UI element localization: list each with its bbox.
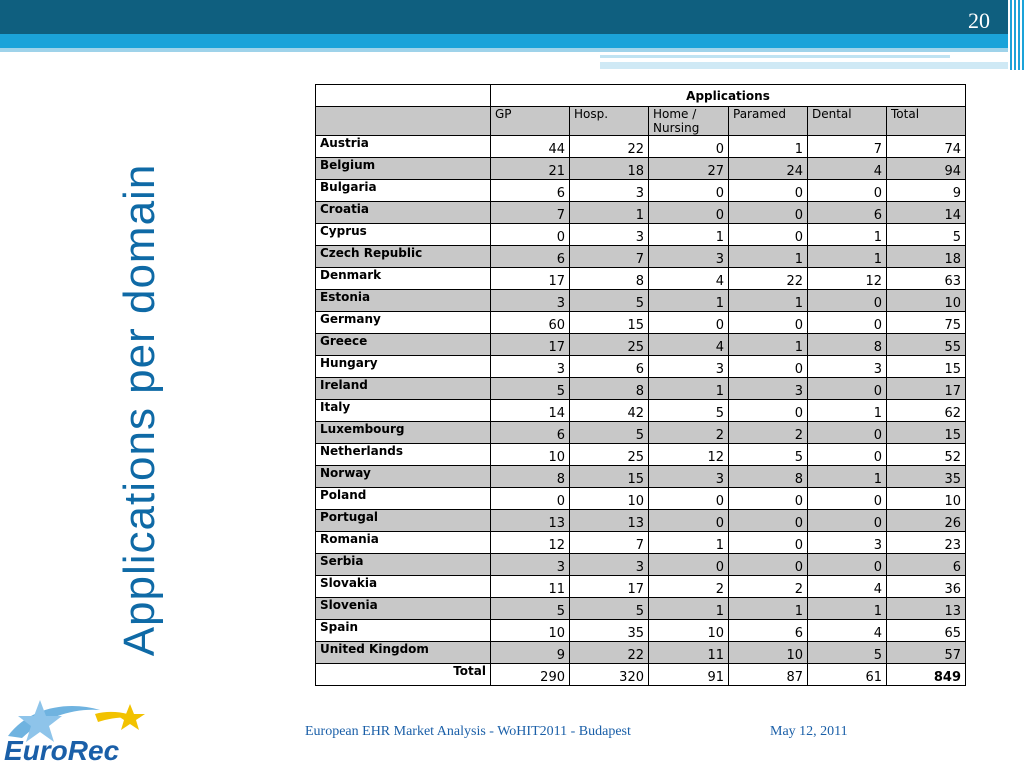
country-cell: Austria: [316, 136, 491, 158]
table-row: [316, 422, 966, 444]
table-row: [316, 642, 966, 664]
country-cell: Bulgaria: [316, 180, 491, 202]
value-cell: 5: [649, 400, 729, 422]
value-cell: 4: [808, 620, 887, 642]
table-row: [316, 488, 966, 510]
table-row: [316, 224, 966, 246]
value-cell: 1: [808, 598, 887, 620]
table-row: [316, 598, 966, 620]
value-cell: 15: [887, 422, 966, 444]
total-value-cell: 320: [570, 664, 649, 686]
value-cell: 0: [649, 488, 729, 510]
value-cell: 0: [729, 554, 808, 576]
value-cell: 0: [649, 312, 729, 334]
value-cell: 3: [570, 224, 649, 246]
value-cell: 6: [491, 246, 570, 268]
value-cell: 10: [649, 620, 729, 642]
country-cell: United Kingdom: [316, 642, 491, 664]
table-row: [316, 290, 966, 312]
value-cell: 0: [808, 180, 887, 202]
value-cell: 3: [649, 466, 729, 488]
value-cell: 0: [649, 510, 729, 532]
value-cell: 18: [570, 158, 649, 180]
value-cell: 3: [491, 554, 570, 576]
country-cell: Ireland: [316, 378, 491, 400]
grand-total-cell: 849: [887, 664, 966, 686]
country-cell: Serbia: [316, 554, 491, 576]
value-cell: 6: [808, 202, 887, 224]
country-cell: Portugal: [316, 510, 491, 532]
country-cell: Poland: [316, 488, 491, 510]
header-band-light: [0, 34, 1010, 48]
table-row: [316, 510, 966, 532]
table-row: [316, 378, 966, 400]
value-cell: 1: [808, 246, 887, 268]
value-cell: 75: [887, 312, 966, 334]
value-cell: 8: [808, 334, 887, 356]
value-cell: 0: [729, 400, 808, 422]
value-cell: 8: [729, 466, 808, 488]
column-header: Hosp.: [570, 107, 649, 136]
value-cell: 3: [649, 246, 729, 268]
value-cell: 94: [887, 158, 966, 180]
country-cell: Estonia: [316, 290, 491, 312]
value-cell: 24: [729, 158, 808, 180]
value-cell: 0: [808, 290, 887, 312]
value-cell: 11: [491, 576, 570, 598]
value-cell: 7: [570, 532, 649, 554]
country-cell: Cyprus: [316, 224, 491, 246]
value-cell: 1: [729, 246, 808, 268]
country-cell: Croatia: [316, 202, 491, 224]
column-header: Total: [887, 107, 966, 136]
value-cell: 5: [570, 598, 649, 620]
value-cell: 17: [491, 334, 570, 356]
table-row: [316, 312, 966, 334]
value-cell: 5: [491, 378, 570, 400]
value-cell: 0: [808, 510, 887, 532]
table-row: [316, 158, 966, 180]
value-cell: 3: [491, 290, 570, 312]
column-header: Dental: [808, 107, 887, 136]
value-cell: 5: [570, 422, 649, 444]
table-row: [316, 334, 966, 356]
table-row: [316, 576, 966, 598]
value-cell: 4: [649, 334, 729, 356]
value-cell: 0: [729, 532, 808, 554]
group-header-applications: Applications: [491, 85, 966, 107]
value-cell: 10: [887, 488, 966, 510]
value-cell: 25: [570, 444, 649, 466]
country-cell: Spain: [316, 620, 491, 642]
value-cell: 3: [808, 532, 887, 554]
value-cell: 6: [887, 554, 966, 576]
value-cell: 5: [808, 642, 887, 664]
value-cell: 0: [808, 488, 887, 510]
table-row: [316, 136, 966, 158]
value-cell: 8: [570, 268, 649, 290]
value-cell: 0: [729, 312, 808, 334]
value-cell: 22: [570, 136, 649, 158]
column-header-blank: [316, 107, 491, 136]
page-number: 20: [968, 8, 990, 33]
value-cell: 27: [649, 158, 729, 180]
value-cell: 7: [808, 136, 887, 158]
value-cell: 0: [808, 378, 887, 400]
value-cell: 3: [808, 356, 887, 378]
value-cell: 42: [570, 400, 649, 422]
header-blank-cell: [316, 85, 491, 107]
value-cell: 9: [887, 180, 966, 202]
value-cell: 10: [729, 642, 808, 664]
value-cell: 5: [570, 290, 649, 312]
value-cell: 12: [808, 268, 887, 290]
value-cell: 0: [649, 202, 729, 224]
logo-text: EuroRec: [4, 735, 120, 766]
value-cell: 0: [729, 510, 808, 532]
table-group-header-row: [316, 85, 966, 107]
value-cell: 1: [808, 466, 887, 488]
value-cell: 1: [729, 136, 808, 158]
value-cell: 52: [887, 444, 966, 466]
table-row: [316, 444, 966, 466]
value-cell: 60: [491, 312, 570, 334]
value-cell: 0: [649, 554, 729, 576]
header-band-dark: [0, 0, 1024, 34]
value-cell: 14: [491, 400, 570, 422]
total-value-cell: 91: [649, 664, 729, 686]
table-row: [316, 202, 966, 224]
value-cell: 62: [887, 400, 966, 422]
value-cell: 35: [570, 620, 649, 642]
table-row: [316, 268, 966, 290]
table-row: [316, 554, 966, 576]
column-header: Home / Nursing: [649, 107, 729, 136]
value-cell: 2: [649, 422, 729, 444]
country-cell: Czech Republic: [316, 246, 491, 268]
value-cell: 1: [649, 224, 729, 246]
value-cell: 21: [491, 158, 570, 180]
value-cell: 57: [887, 642, 966, 664]
country-cell: Slovakia: [316, 576, 491, 598]
value-cell: 2: [649, 576, 729, 598]
value-cell: 3: [649, 356, 729, 378]
value-cell: 5: [729, 444, 808, 466]
value-cell: 0: [808, 422, 887, 444]
total-value-cell: 87: [729, 664, 808, 686]
value-cell: 0: [729, 202, 808, 224]
value-cell: 0: [729, 488, 808, 510]
country-cell: Greece: [316, 334, 491, 356]
value-cell: 0: [808, 312, 887, 334]
table-row: [316, 180, 966, 202]
value-cell: 0: [729, 180, 808, 202]
header-band-pale: [0, 48, 1010, 52]
value-cell: 3: [570, 180, 649, 202]
country-cell: Slovenia: [316, 598, 491, 620]
value-cell: 1: [649, 598, 729, 620]
footer-event: European EHR Market Analysis - WoHIT2011 - Budapest: [305, 724, 631, 739]
country-cell: Netherlands: [316, 444, 491, 466]
value-cell: 10: [491, 444, 570, 466]
value-cell: 8: [491, 466, 570, 488]
value-cell: 1: [570, 202, 649, 224]
value-cell: 1: [649, 290, 729, 312]
value-cell: 12: [649, 444, 729, 466]
value-cell: 1: [808, 224, 887, 246]
value-cell: 13: [491, 510, 570, 532]
header-stripes: [1008, 0, 1024, 70]
table-row: [316, 532, 966, 554]
value-cell: 4: [808, 158, 887, 180]
table-row: [316, 400, 966, 422]
country-cell: Luxembourg: [316, 422, 491, 444]
value-cell: 4: [808, 576, 887, 598]
header-line-thin: [600, 55, 950, 58]
slide-title: Applications per domain: [115, 163, 164, 657]
value-cell: 6: [729, 620, 808, 642]
value-cell: 0: [649, 136, 729, 158]
value-cell: 13: [570, 510, 649, 532]
value-cell: 0: [491, 224, 570, 246]
value-cell: 0: [729, 224, 808, 246]
value-cell: 4: [649, 268, 729, 290]
value-cell: 3: [570, 554, 649, 576]
country-cell: Denmark: [316, 268, 491, 290]
value-cell: 63: [887, 268, 966, 290]
value-cell: 17: [570, 576, 649, 598]
value-cell: 0: [808, 554, 887, 576]
column-header: GP: [491, 107, 570, 136]
value-cell: 10: [887, 290, 966, 312]
slide-title-container: [110, 130, 170, 690]
country-cell: Hungary: [316, 356, 491, 378]
value-cell: 0: [649, 180, 729, 202]
value-cell: 0: [808, 444, 887, 466]
value-cell: 74: [887, 136, 966, 158]
value-cell: 44: [491, 136, 570, 158]
value-cell: 22: [729, 268, 808, 290]
value-cell: 26: [887, 510, 966, 532]
value-cell: 1: [729, 598, 808, 620]
value-cell: 5: [491, 598, 570, 620]
value-cell: 23: [887, 532, 966, 554]
value-cell: 17: [887, 378, 966, 400]
table-row: [316, 620, 966, 642]
value-cell: 36: [887, 576, 966, 598]
value-cell: 3: [729, 378, 808, 400]
value-cell: 13: [887, 598, 966, 620]
header-line-thin-2: [600, 62, 1010, 69]
column-header: Paramed: [729, 107, 808, 136]
value-cell: 35: [887, 466, 966, 488]
country-cell: Belgium: [316, 158, 491, 180]
value-cell: 25: [570, 334, 649, 356]
value-cell: 1: [649, 378, 729, 400]
total-value-cell: 290: [491, 664, 570, 686]
total-label: Total: [316, 664, 491, 686]
value-cell: 3: [491, 356, 570, 378]
value-cell: 17: [491, 268, 570, 290]
total-row: [316, 664, 966, 686]
table-row: [316, 246, 966, 268]
value-cell: 8: [570, 378, 649, 400]
value-cell: 9: [491, 642, 570, 664]
table-row: [316, 466, 966, 488]
table-row: [316, 356, 966, 378]
applications-table: [315, 84, 966, 686]
country-cell: Norway: [316, 466, 491, 488]
value-cell: 18: [887, 246, 966, 268]
country-cell: Germany: [316, 312, 491, 334]
value-cell: 1: [649, 532, 729, 554]
value-cell: 2: [729, 576, 808, 598]
value-cell: 2: [729, 422, 808, 444]
value-cell: 11: [649, 642, 729, 664]
value-cell: 22: [570, 642, 649, 664]
value-cell: 0: [491, 488, 570, 510]
total-value-cell: 61: [808, 664, 887, 686]
value-cell: 15: [570, 312, 649, 334]
value-cell: 15: [570, 466, 649, 488]
value-cell: 14: [887, 202, 966, 224]
value-cell: 7: [491, 202, 570, 224]
value-cell: 10: [491, 620, 570, 642]
value-cell: 65: [887, 620, 966, 642]
value-cell: 55: [887, 334, 966, 356]
value-cell: 1: [729, 290, 808, 312]
value-cell: 6: [491, 180, 570, 202]
value-cell: 10: [570, 488, 649, 510]
value-cell: 1: [729, 334, 808, 356]
value-cell: 5: [887, 224, 966, 246]
value-cell: 1: [808, 400, 887, 422]
value-cell: 15: [887, 356, 966, 378]
value-cell: 6: [570, 356, 649, 378]
country-cell: Romania: [316, 532, 491, 554]
value-cell: 0: [729, 356, 808, 378]
column-header-row: [316, 107, 966, 136]
value-cell: 12: [491, 532, 570, 554]
footer-date: May 12, 2011: [770, 724, 848, 739]
value-cell: 7: [570, 246, 649, 268]
country-cell: Italy: [316, 400, 491, 422]
value-cell: 6: [491, 422, 570, 444]
